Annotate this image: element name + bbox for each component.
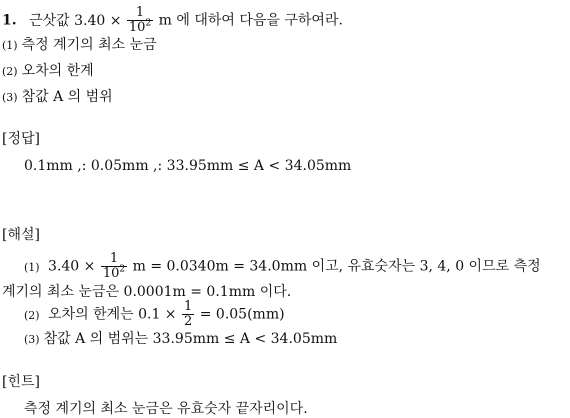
item-label: (2) <box>24 308 40 322</box>
item-text: 참값 A 의 범위 <box>21 89 113 105</box>
expl2-suffix: = 0.05(mm) <box>199 306 285 323</box>
item-text: 오차의 한계 <box>21 63 94 79</box>
expl2-frac-den: 2 <box>184 314 193 329</box>
stem-frac-den-exp: 2 <box>145 18 152 29</box>
explanation-item-3 <box>24 330 337 349</box>
expl1-prefix: 3.40 × <box>48 258 96 275</box>
problem-item-1 <box>2 36 157 55</box>
problem-item-2 <box>2 62 94 81</box>
expl1-frac-den-exp: 2 <box>119 264 126 275</box>
expl2-frac-num: 1 <box>184 299 193 314</box>
item-label: (1) <box>24 260 40 274</box>
explanation-item-1-cont: 계기의 최소 눈금은 0.0001m = 0.1mm 이다. <box>2 284 292 300</box>
item-label: (2) <box>2 65 18 78</box>
stem-frac-den <box>127 20 153 35</box>
expl1-frac-den-base: 10 <box>102 266 120 281</box>
explanation-heading: [해설] <box>2 227 40 243</box>
stem-fraction <box>127 6 153 35</box>
item-label: (3) <box>2 91 18 104</box>
hint-text: 측정 계기의 최소 눈금은 유효숫자 끝자리이다. <box>24 401 308 417</box>
explanation-item-2 <box>24 300 285 329</box>
problem-stem <box>2 6 343 35</box>
problem-number: 1. <box>2 12 17 29</box>
answer-heading: [정답] <box>2 131 40 147</box>
expl3-text: 참값 A 의 범위는 33.95mm ≤ A < 34.05mm <box>43 331 338 347</box>
stem-frac-num: 1 <box>135 5 145 20</box>
stem-frac-den-base: 10 <box>128 20 146 35</box>
expl1-suffix: m = 0.0340m = 34.0mm 이고, 유효숫자는 3, 4, 0 이므로 측정 <box>132 258 541 275</box>
explanation-item-1 <box>24 252 541 281</box>
item-label: (3) <box>24 333 40 346</box>
stem-prefix: 근삿값 3.40 × <box>29 12 122 29</box>
stem-suffix: m 에 대하여 다음을 구하여라. <box>158 12 343 29</box>
problem-item-3 <box>2 88 113 107</box>
item-text: 측정 계기의 최소 눈금 <box>21 37 157 53</box>
item-label: (1) <box>2 39 18 52</box>
expl1-frac-num: 1 <box>109 251 119 266</box>
expl2-fraction <box>182 300 194 329</box>
expl2-prefix: 오차의 한계는 0.1 × <box>48 306 177 323</box>
answer-text: 0.1mm ,: 0.05mm ,: 33.95mm ≤ A < 34.05mm <box>24 158 352 174</box>
expl1-fraction <box>101 252 127 281</box>
expl1-frac-den <box>101 266 127 281</box>
hint-heading: [힌트] <box>2 374 40 390</box>
